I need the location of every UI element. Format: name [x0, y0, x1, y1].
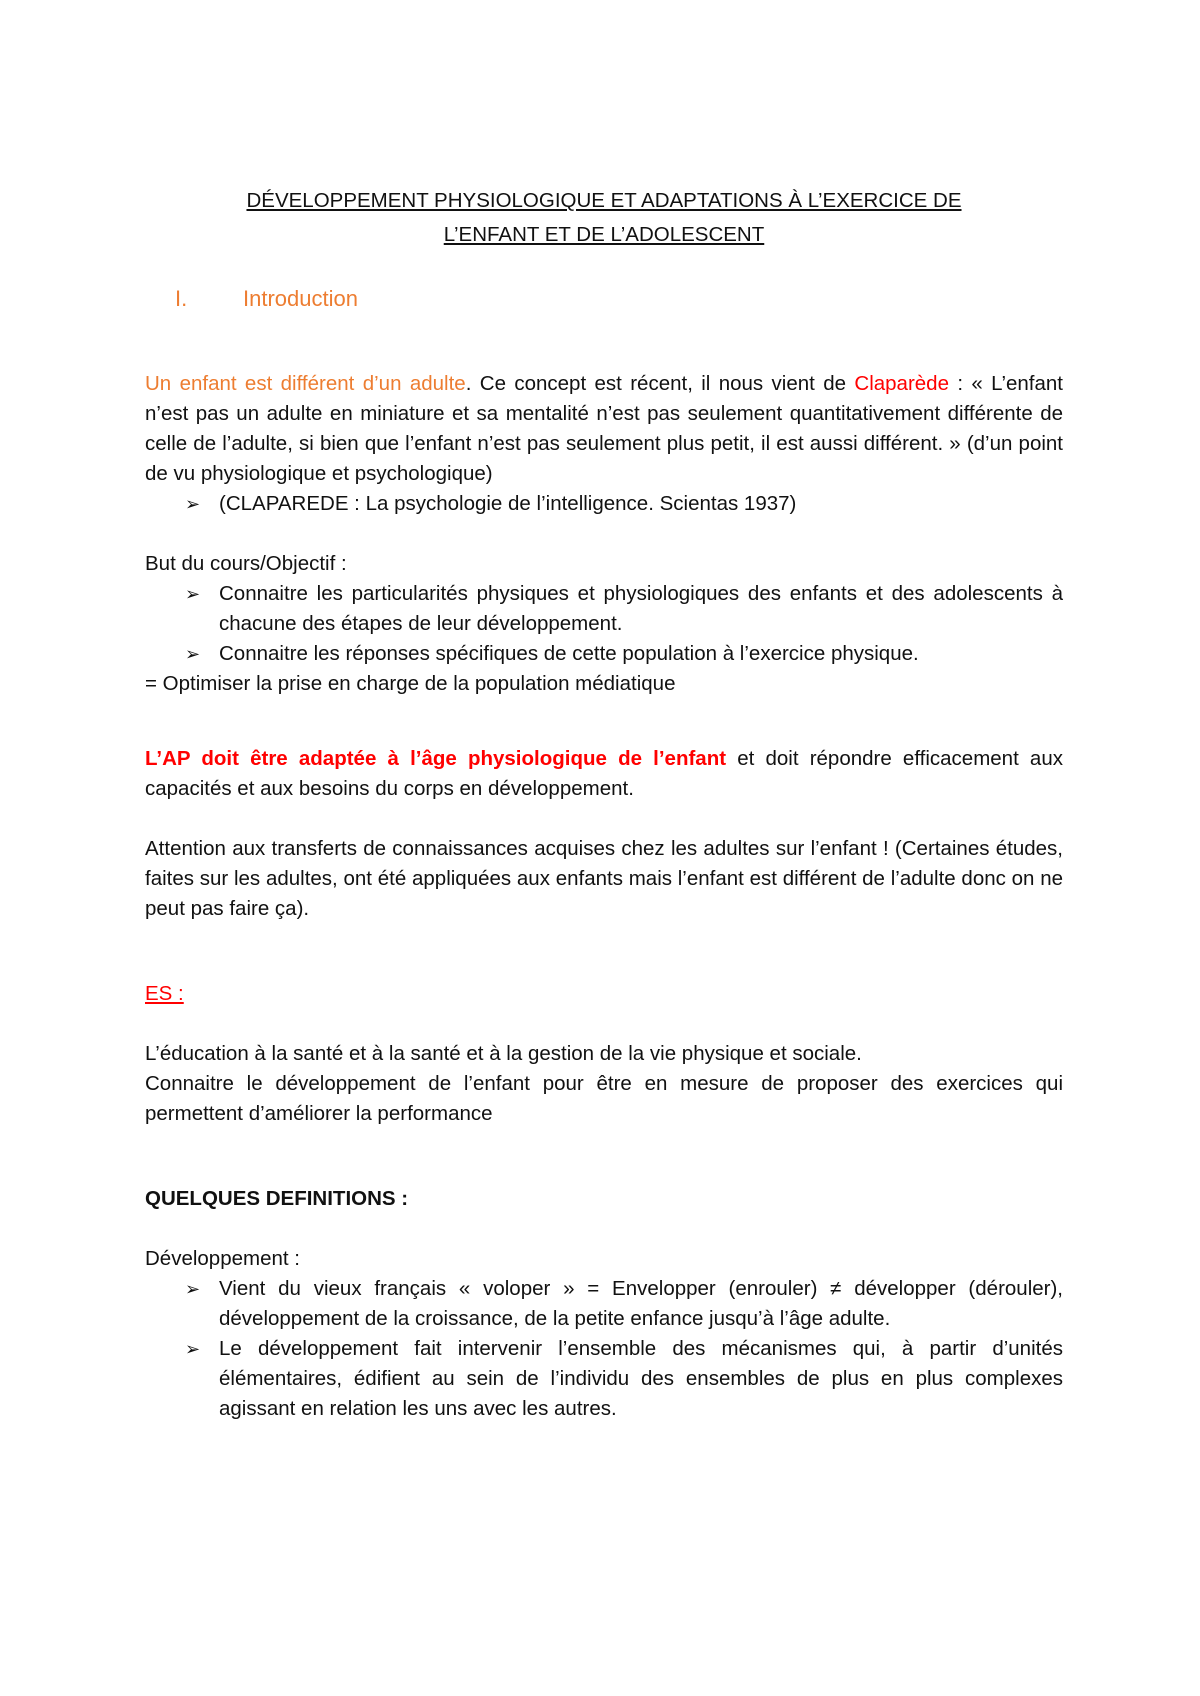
list-item	[185, 1334, 1063, 1424]
document-title	[145, 184, 1063, 252]
intro-paragraph	[145, 369, 1063, 489]
objectives-label: But du cours/Objectif :	[145, 552, 347, 575]
definition-text: Le développement fait intervenir l’ensemble des mécanismes qui, à partir d’unités élémentaires, édifient au sein de l’individu des ensembles de plus en plus complexes agissant en relation les uns avec les autres.	[219, 1337, 1063, 1420]
attention-paragraph: Attention aux transferts de connaissances acquises chez les adultes sur l’enfant ! (Certaines études, faites sur les adultes, ont été appliquées aux enfants mais l’enfant est différent de l’adulte donc on ne peut pas faire ça).	[145, 837, 1063, 920]
definitions-heading: QUELQUES DEFINITIONS :	[145, 1187, 409, 1210]
intro-text-2: : « L’enfant n’est pas un adulte en miniature et sa mentalité n’est pas seulement quantitativement différente de celle de l’adulte, si bien que l’enfant n’est pas seulement plus petit, il est aussi différent. » (d’un point de vu physiologique et psychologique)	[145, 372, 1063, 485]
arrow-bullet-icon: ➢	[185, 494, 201, 514]
arrow-bullet-icon: ➢	[185, 584, 201, 604]
definition-term-label: Développement :	[145, 1247, 300, 1270]
es-line-1: L’éducation à la santé et à la santé et à la gestion de la vie physique et sociale.	[145, 1042, 862, 1065]
ap-highlight: L’AP doit être adaptée à l’âge physiologique de l’enfant	[145, 747, 727, 770]
ap-paragraph	[145, 744, 1063, 804]
list-item	[185, 1274, 1063, 1334]
arrow-bullet-icon: ➢	[185, 644, 201, 664]
intro-text-1: . Ce concept est récent, il nous vient de	[465, 372, 855, 395]
list-item	[185, 489, 1063, 519]
section-heading-introduction	[175, 284, 1063, 314]
reference-text: (CLAPAREDE : La psychologie de l’intelligence. Scientas 1937)	[219, 492, 797, 515]
definition-text: Vient du vieux français « voloper » = Envelopper (enrouler) ≠ développer (dérouler), développement de la croissance, de la petite enfance jusqu’à l’âge adulte.	[219, 1277, 1063, 1330]
reference-list	[145, 489, 1063, 519]
section-number: I.	[175, 286, 188, 311]
objective-text: Connaitre les particularités physiques et physiologiques des enfants et des adolescents à chacune des étapes de leur développement.	[219, 582, 1063, 635]
objectives-conclusion: = Optimiser la prise en charge de la population médiatique	[145, 672, 676, 695]
es-line-2: Connaitre le développement de l’enfant pour être en mesure de proposer des exercices qui permettent d’améliorer la performance	[145, 1072, 1063, 1125]
list-item	[185, 639, 1063, 669]
objective-text: Connaitre les réponses spécifiques de cette population à l’exercice physique.	[219, 642, 919, 665]
title-line-2: L’ENFANT ET DE L’ADOLESCENT	[443, 223, 765, 246]
intro-lead: Un enfant est différent d’un adulte	[145, 372, 466, 395]
arrow-bullet-icon: ➢	[185, 1339, 201, 1359]
definitions-list	[145, 1274, 1063, 1424]
es-label: ES :	[145, 982, 184, 1005]
definition-term	[145, 1244, 1063, 1274]
ap-rest: et doit répondre efficacement aux capacités et aux besoins du corps en développement.	[145, 747, 1063, 800]
objectives-list	[145, 579, 1063, 669]
intro-name: Claparède	[854, 372, 949, 395]
list-item	[185, 579, 1063, 639]
arrow-bullet-icon: ➢	[185, 1279, 201, 1299]
title-line-1: DÉVELOPPEMENT PHYSIOLOGIQUE ET ADAPTATIONS À L’EXERCICE DE	[246, 189, 962, 212]
section-title: Introduction	[243, 286, 358, 311]
